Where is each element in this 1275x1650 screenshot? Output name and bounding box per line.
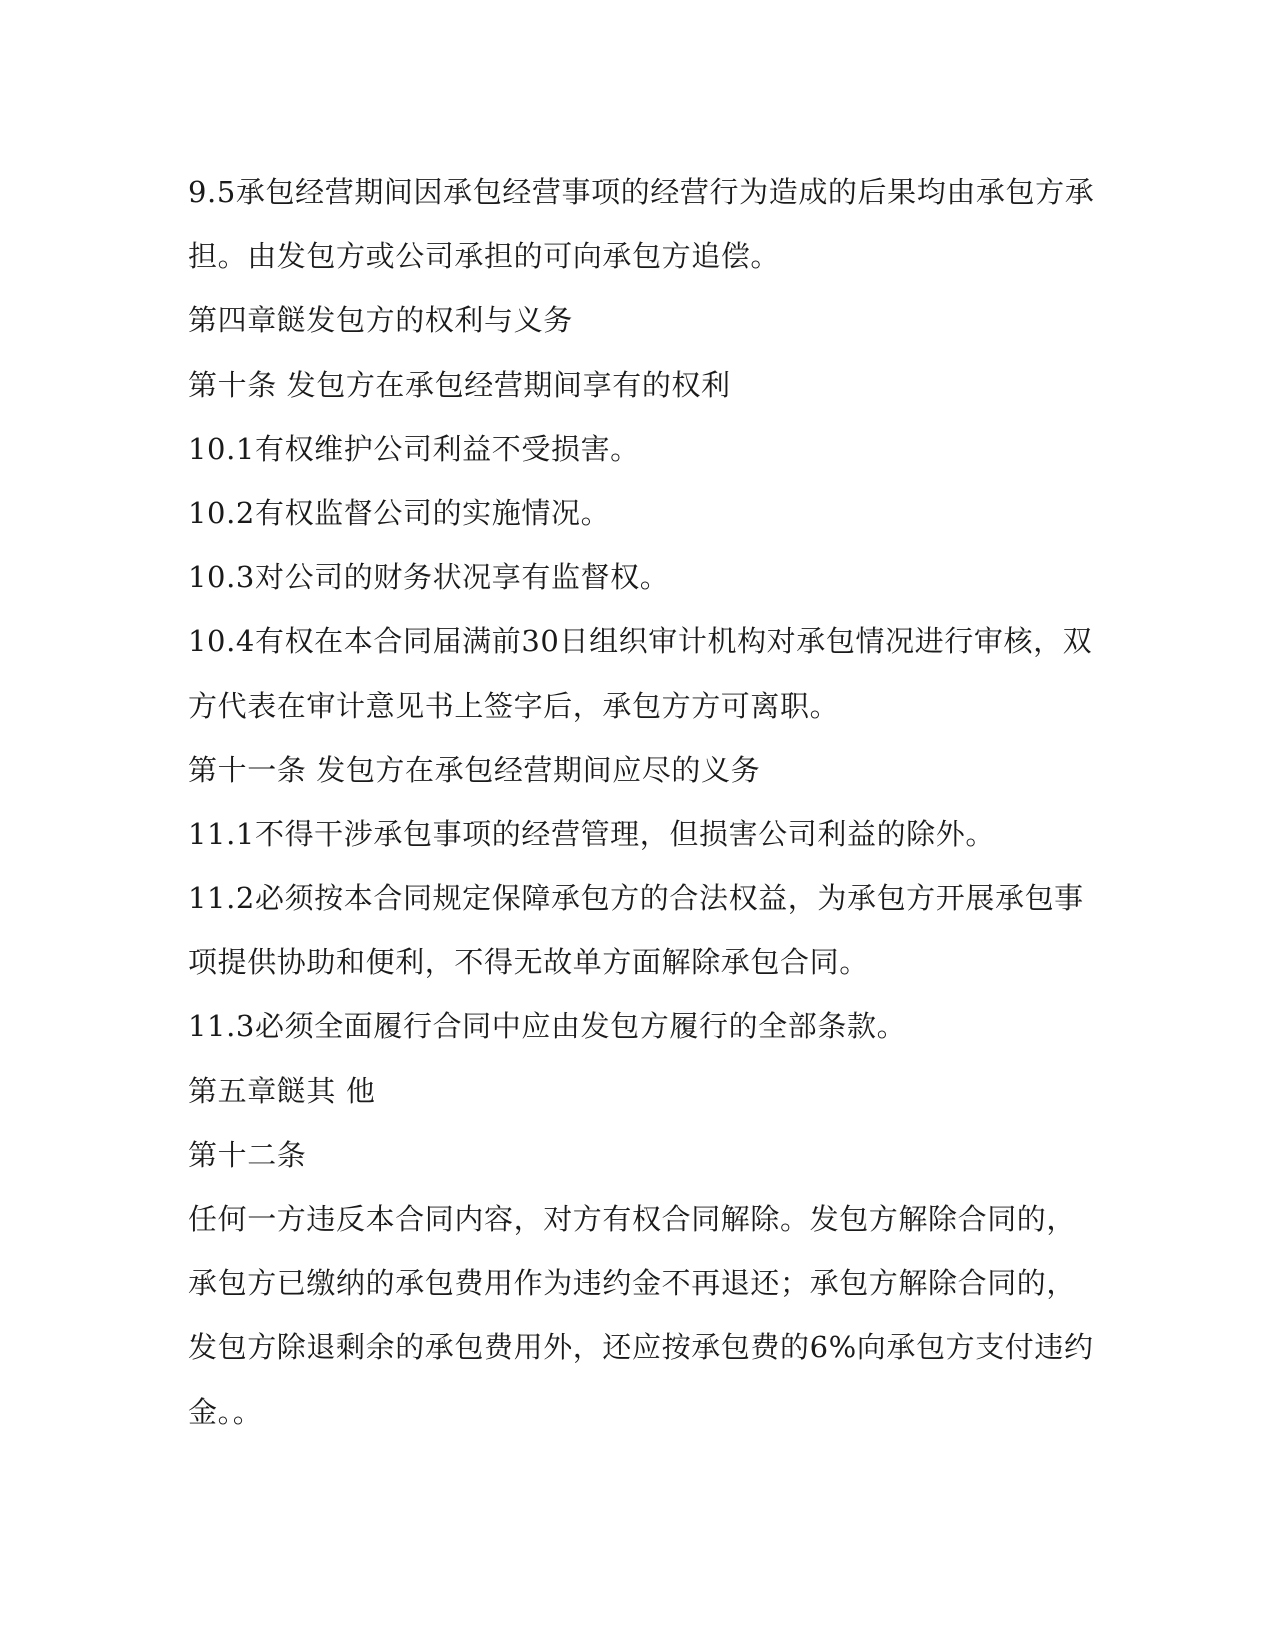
text-line: 9.5承包经营期间因承包经营事项的经营行为造成的后果均由承包方承 [188,175,1095,209]
text-line: 承包方已缴纳的承包费用作为违约金不再退还；承包方解除合同的， [188,1266,1077,1301]
text-line: 项提供协助和便利，不得无故单方面解除承包合同。 [188,945,869,980]
clause-line: 10.4有权在本合同届满前30日组织审计机构对承包情况进行审核，双 [188,624,1093,659]
text-line: 发包方除退剩余的承包费用外，还应按承包费的6%向承包方支付违约 [188,1330,1094,1365]
chapter-heading: 第五章餸其 他 [188,1073,376,1108]
article-heading: 第十二条 [188,1137,307,1172]
clause-line: 10.2有权监督公司的实施情况。 [188,495,611,530]
document-body [188,160,1095,1444]
chapter-heading: 第四章餸发包方的权利与义务 [188,303,573,338]
article-heading: 第十条 发包方在承包经营期间享有的权利 [188,367,731,402]
text-line: 金。。 [188,1394,263,1429]
clause-line: 10.3对公司的财务状况享有监督权。 [188,560,670,595]
text-line: 担。由发包方或公司承担的可向承包方追偿。 [188,239,781,274]
article-heading: 第十一条 发包方在承包经营期间应尽的义务 [188,752,761,787]
clause-line: 11.3必须全面履行合同中应由发包方履行的全部条款。 [188,1009,907,1044]
clause-line: 11.1不得干涉承包事项的经营管理，但损害公司利益的除外。 [188,816,995,851]
clause-line: 10.1有权维护公司利益不受损害。 [188,431,640,466]
text-line: 方代表在审计意见书上签字后，承包方方可离职。 [188,688,840,723]
text-line: 任何一方违反本合同内容，对方有权合同解除。发包方解除合同的， [188,1202,1077,1236]
clause-line: 11.2必须按本合同规定保障承包方的合法权益，为承包方开展承包事 [188,881,1084,916]
